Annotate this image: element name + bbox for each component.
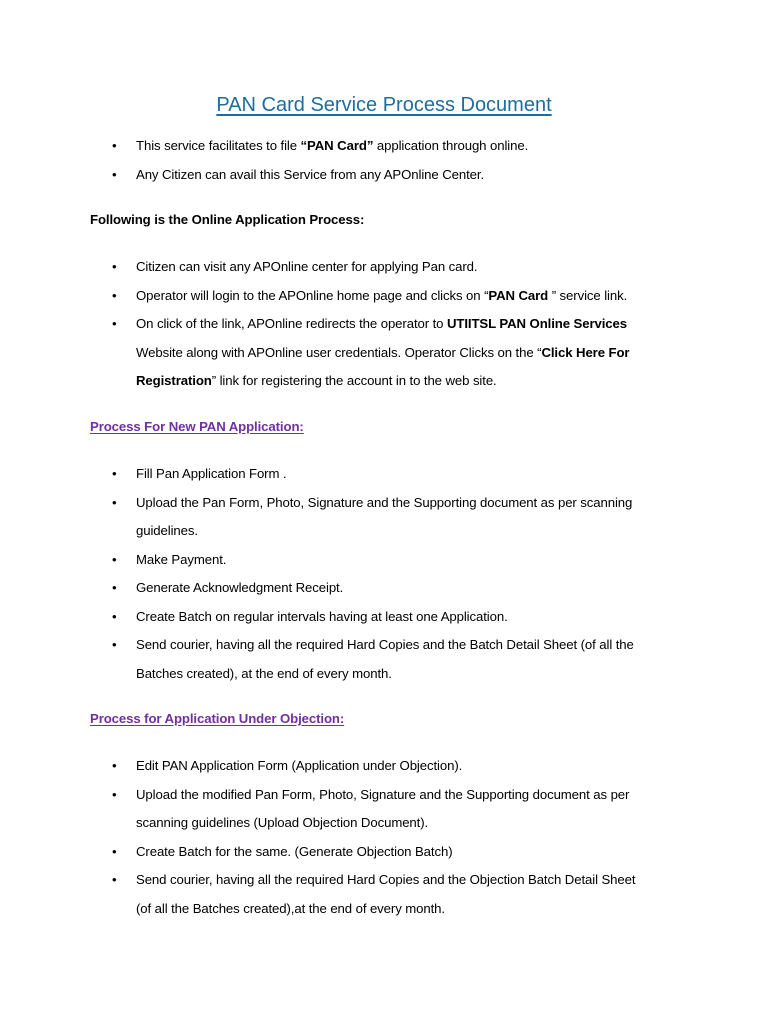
bullet-icon: • — [112, 287, 117, 303]
document-title: PAN Card Service Process Document — [216, 94, 552, 116]
bullet-icon: • — [112, 580, 117, 595]
bullet-icon: • — [112, 551, 117, 567]
list-item: • On click of the link, APOnline redirects the operator to UTIITSL PAN Online Services Website along with APOnline user credentials. Operator Clicks on the “Click Here For Registration” link for registering the account in to the web site. — [0, 310, 676, 396]
list-item: • This service facilitates to file “PAN Card” application through online. — [0, 132, 676, 161]
new-pan-steps-list — [0, 460, 676, 688]
list-item: • Upload the modified Pan Form, Photo, Signature and the Supporting document as per scanning guidelines (Upload Objection Document). — [0, 781, 676, 838]
new-pan-heading: Process For New PAN Application: — [90, 419, 304, 434]
list-item: • Send courier, having all the required Hard Copies and the Batch Detail Sheet (of all the Batches created), at the end of every month. — [0, 631, 676, 688]
bullet-icon: • — [112, 316, 117, 331]
list-item: • Make Payment. — [0, 546, 676, 575]
bullet-icon: • — [112, 466, 117, 481]
bullet-icon: • — [112, 608, 117, 624]
list-item: • Citizen can visit any APOnline center for applying Pan card. — [0, 253, 676, 282]
bullet-icon: • — [112, 843, 117, 859]
process-heading: Following is the Online Application Process: — [90, 212, 365, 227]
bullet-icon: • — [112, 758, 117, 773]
bullet-icon: • — [112, 138, 117, 153]
bullet-icon: • — [112, 259, 117, 274]
bullet-icon: • — [112, 872, 117, 887]
bullet-icon: • — [112, 166, 117, 182]
list-item: • Any Citizen can avail this Service from any APOnline Center. — [0, 161, 676, 190]
bullet-icon: • — [112, 786, 117, 802]
list-item: • Create Batch on regular intervals having at least one Application. — [0, 603, 676, 632]
list-item: • Fill Pan Application Form . — [0, 460, 676, 489]
list-item: • Upload the Pan Form, Photo, Signature and the Supporting document as per scanning guidelines. — [0, 489, 676, 546]
list-item: • Generate Acknowledgment Receipt. — [0, 574, 676, 603]
objection-heading: Process for Application Under Objection: — [90, 711, 345, 726]
process-steps-list — [0, 253, 676, 396]
list-item: • Create Batch for the same. (Generate Objection Batch) — [0, 838, 676, 867]
intro-list — [0, 132, 676, 189]
list-item: • Edit PAN Application Form (Application under Objection). — [0, 752, 676, 781]
objection-steps-list — [0, 752, 676, 923]
bullet-icon: • — [112, 494, 117, 510]
bullet-icon: • — [112, 637, 117, 652]
list-item: • Send courier, having all the required Hard Copies and the Objection Batch Detail Sheet (of all the Batches created),at the end of every month. — [0, 866, 676, 923]
list-item: • Operator will login to the APOnline home page and clicks on “PAN Card ” service link. — [0, 282, 676, 311]
